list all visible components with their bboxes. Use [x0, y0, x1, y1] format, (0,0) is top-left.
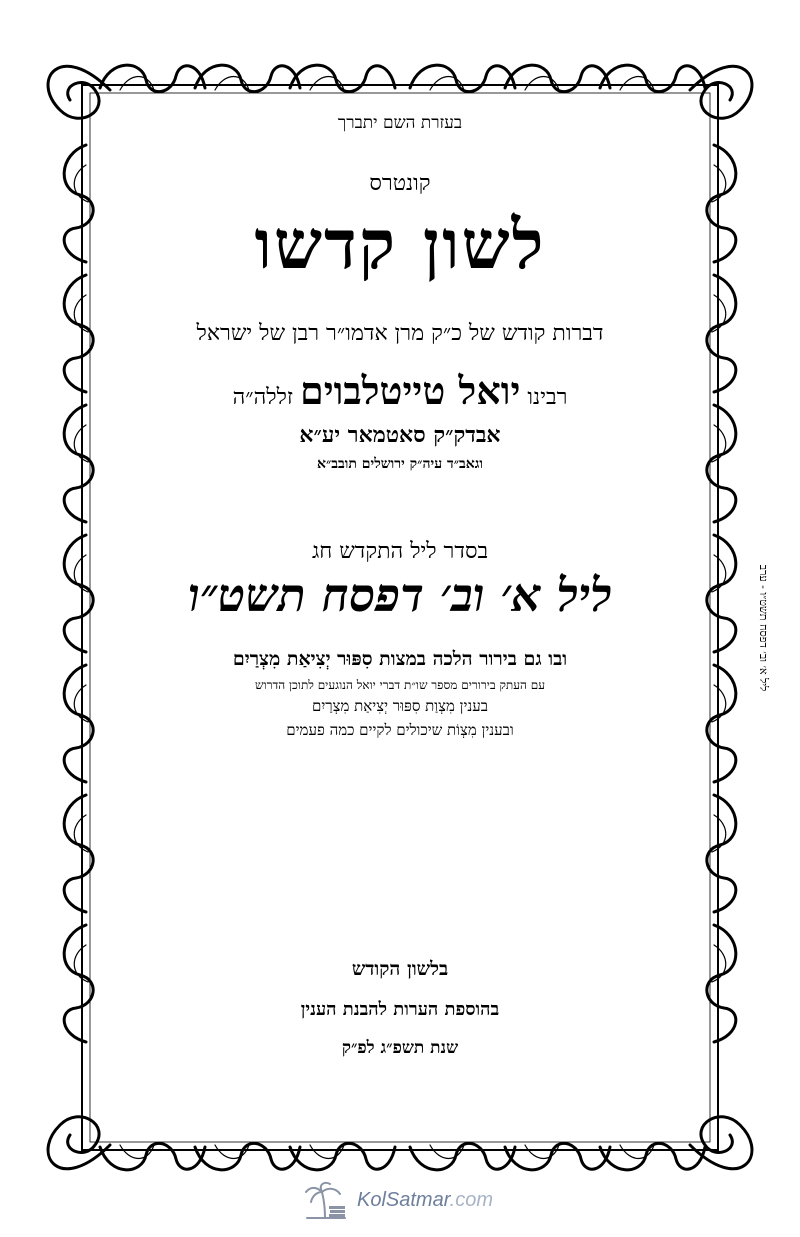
av-beis-din-line: אבדק״ק סאטמאר יע״א — [299, 422, 501, 448]
divrei-kodesh-line: דברות קודש של כ״ק מרן אדמו״ר רבן של ישראל — [196, 321, 604, 346]
lashon-line: בלשון הקודש — [351, 958, 449, 980]
topic-line-2: ובענין מִצְוֹת שיכולים לקיים כמה פעמים — [286, 721, 514, 739]
left-scroll-flourish — [64, 145, 93, 262]
birur-line: ובו גם בירור הלכה במצות סִפּוּר יְצִיאַת מִצְרַיִם — [232, 648, 568, 670]
hearos-line: בהוספת הערות להבנת הענין — [300, 999, 500, 1020]
palm-tree-icon — [303, 1180, 349, 1220]
rabbi-suffix: זללה״ה — [232, 385, 293, 410]
left-scroll-flourish — [64, 535, 93, 652]
left-scroll-flourish — [64, 275, 93, 392]
left-scroll-flourish — [64, 925, 93, 1042]
rabbi-name: יואל טייטלבוים — [300, 368, 521, 413]
logo-domain: .com — [449, 1188, 493, 1211]
top-left-corner-flourish — [48, 66, 110, 118]
rabbi-line — [110, 368, 690, 414]
kolsatmar-logo[interactable] — [303, 1180, 493, 1220]
side-caption: ליל א׳ וב׳ דפסח תשט״ו - ערב — [757, 564, 770, 692]
right-scroll-flourish — [707, 405, 736, 522]
blessing-line: בעזרת השם יתברך — [337, 113, 463, 133]
jerusalem-line: וגאב״ד עיה״ק ירושלים תובב״א — [317, 456, 483, 472]
bottom-left-corner-flourish — [48, 1117, 110, 1169]
right-scroll-flourish — [707, 275, 736, 392]
seder-line: בסדר ליל התקדש חג — [311, 539, 489, 564]
title-page — [110, 100, 690, 1100]
event-title: ליל א׳ וב׳ דפסח תשט״ו — [188, 568, 612, 622]
main-title: לשון קדשו — [254, 205, 546, 285]
source-line: עם העתק בירורים מספר שו״ת דברי יואל הנוגעים לתוכן הדרוש — [255, 678, 545, 692]
right-scroll-flourish — [707, 925, 736, 1042]
topic-line-1: בענין מִצְוַת סִפּוּר יְצִיאַת מִצְרַיִם — [311, 697, 489, 715]
logo-wordmark — [357, 1189, 493, 1212]
year-line: שנת תשפ״ג לפ״ק — [341, 1038, 459, 1058]
logo-name: KolSatmar — [357, 1188, 450, 1211]
left-scroll-flourish — [64, 795, 93, 912]
right-scroll-flourish — [707, 535, 736, 652]
kuntres-label: קונטרס — [369, 171, 431, 196]
right-scroll-flourish — [707, 665, 736, 782]
right-scroll-flourish — [707, 795, 736, 912]
left-scroll-flourish — [64, 405, 93, 522]
right-scroll-flourish — [707, 145, 736, 262]
rabbi-prefix: רבינו — [527, 385, 568, 410]
left-scroll-flourish — [64, 665, 93, 782]
